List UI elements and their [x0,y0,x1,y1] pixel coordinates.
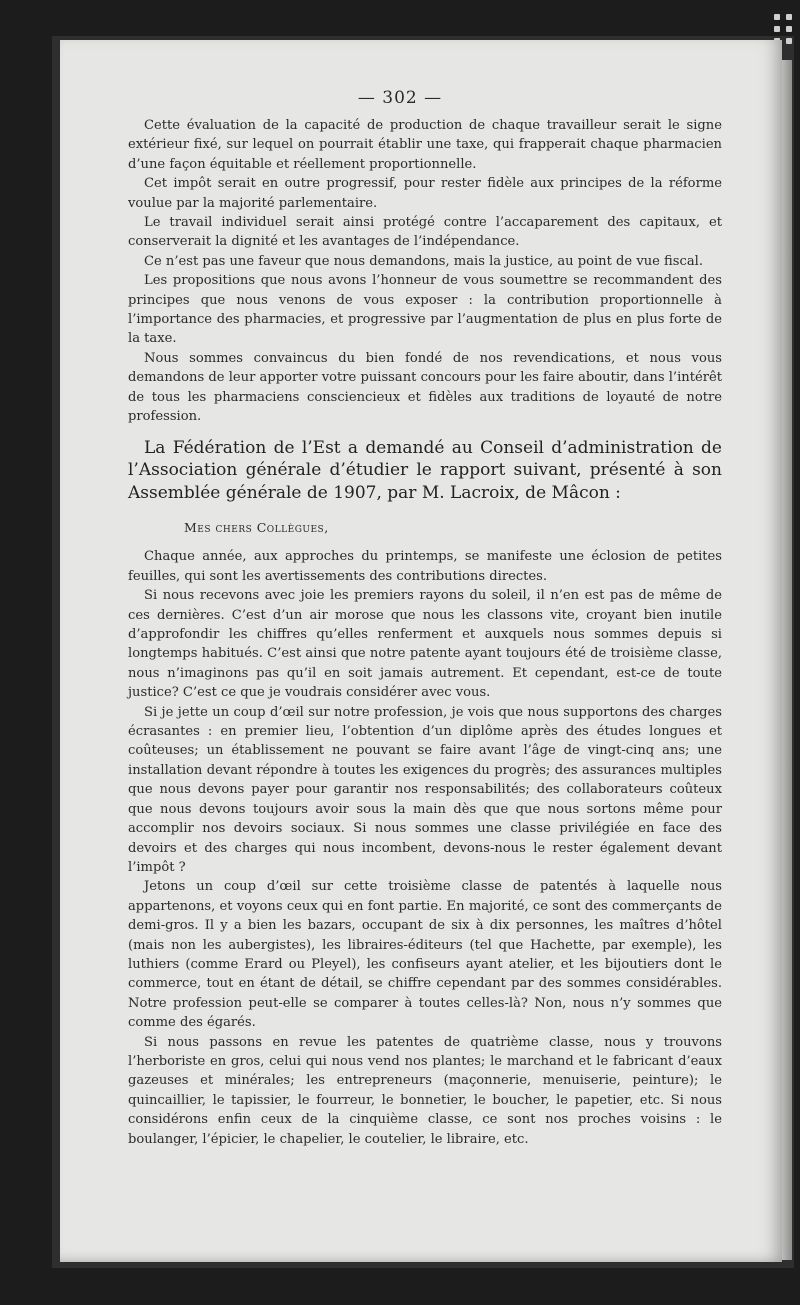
report-paragraph: Chaque année, aux approches du printemps, se manifeste une éclosion de petites feuilles, qui sont les avertissements des contributions directes. [128,549,722,584]
paragraph: Cet impôt serait en outre progressif, pour rester fidèle aux principes de la réforme voulue par la majorité parlementaire. [128,176,722,211]
report-paragraph: Si nous passons en revue les patentes de quatrième classe, nous y trouvons l’herboriste en gros, celui qui nous vend nos plantes; le marchand et le fabricant d’eaux gazeuses et minérales; les entrepreneurs (maçonnerie, menuiserie, peinture); le quincaillier, le tapissier, le fourreur, le bonnetier, le boucher, le papetier, etc. Si nous considérons enfin ceux de la cinquième classe, ce sont nos proches voisins : le boulanger, l’épicier, le chapelier, le coutelier, le libraire, etc. [128,1034,722,1147]
paragraph: Cette évaluation de la capacité de production de chaque travailleur serait le signe extérieur fixé, sur lequel on pourrait établir une taxe, qui frapperait chaque pharmacien d’une façon équitable et réellement proportionnelle. [128,118,722,172]
page-number: — 302 — [357,88,443,108]
report-paragraph: Jetons un coup d’œil sur cette troisième classe de patentés à laquelle nous appartenons, et voyons ceux qui en font partie. En majorité, ce sont des commerçants de demi-gros. Il y a bien les bazars, occupant de six à dix personnes, les maîtres d’hôtel (mais non les aubergistes), les libraires-éditeurs (tel que Hachette, par exemple), les luthiers (comme Erard ou Pleyel), les confiseurs ayant atelier, et les bijoutiers dont le commerce, tout en étant de détail, se chiffre cependant par des sommes considérables. Notre profession peut-elle se comparer à toutes celles-là? Non, nous n’y sommes que comme des égarés. [128,879,722,1031]
paragraph: Nous sommes convaincus du bien fondé de nos revendications, et nous vous demandons de leur apporter votre puissant concours pour les faire aboutir, dans l’intérêt de tous les pharmaciens consciencieux et fidèles aux traditions de loyauté de notre profession. [128,350,722,425]
section-heading: La Fédération de l’Est a demandé au Conseil d’administration de l’Association générale d’étudier le rapport suivant, présenté à son Assemblée générale de 1907, par M. Lacroix, de Mâcon : [128,437,722,503]
paragraph: Les propositions que nous avons l’honneur de vous soumettre se recommandent des principes que nous venons de vous exposer : la contribution proportionnelle à l’importance des pharmacies, et progressive par l’augmentation de plus en plus forte de la taxe. [128,273,722,347]
report-paragraph: Si nous recevons avec joie les premiers rayons du soleil, il n’en est pas de même de ces dernières. C’est d’un air morose que nous les classons vite, croyant bien inutile d’approfondir les chiffres qu’elles renferment et auxquels nous sommes depuis si longtemps habitués. C’est ainsi que notre patente ayant toujours été de troisième classe, nous n’imaginons pas qu’il en soit jamais autrement. Et cependant, est-ce de toute justice? C’est ce que je voudrais considérer avec vous. [128,588,722,701]
salutation: Mes chers Collègues, [184,520,329,535]
report-paragraph: Si je jette un coup d’œil sur notre profession, je vois que nous supportons des charges écrasantes : en premier lieu, l’obtention d’un diplôme après des études longues et coûteuses; un établissement ne pouvant se faire avant l’âge de vingt-cinq ans; une installation devant répondre à toutes les exigences du progrès; des assurances multiples que nous devons payer pour garantir nos responsabilités; des collaborateurs coûteux que nous devons toujours avoir sous la main dès que que nous sortons même pour accomplir nos devoirs sociaux. Si nous sommes une classe privilégiée en face des devoirs et des charges qui nous incombent, devons-nous le rester également devant l’impôt ? [128,704,722,875]
paragraph: Le travail individuel serait ainsi protégé contre l’accaparement des capitaux, et conserverait la dignité et les avantages de l’indépendance. [128,215,722,250]
body-text [128,116,722,1149]
paragraph: Ce n’est pas une faveur que nous demandons, mais la justice, au point de vue fiscal. [144,253,704,269]
